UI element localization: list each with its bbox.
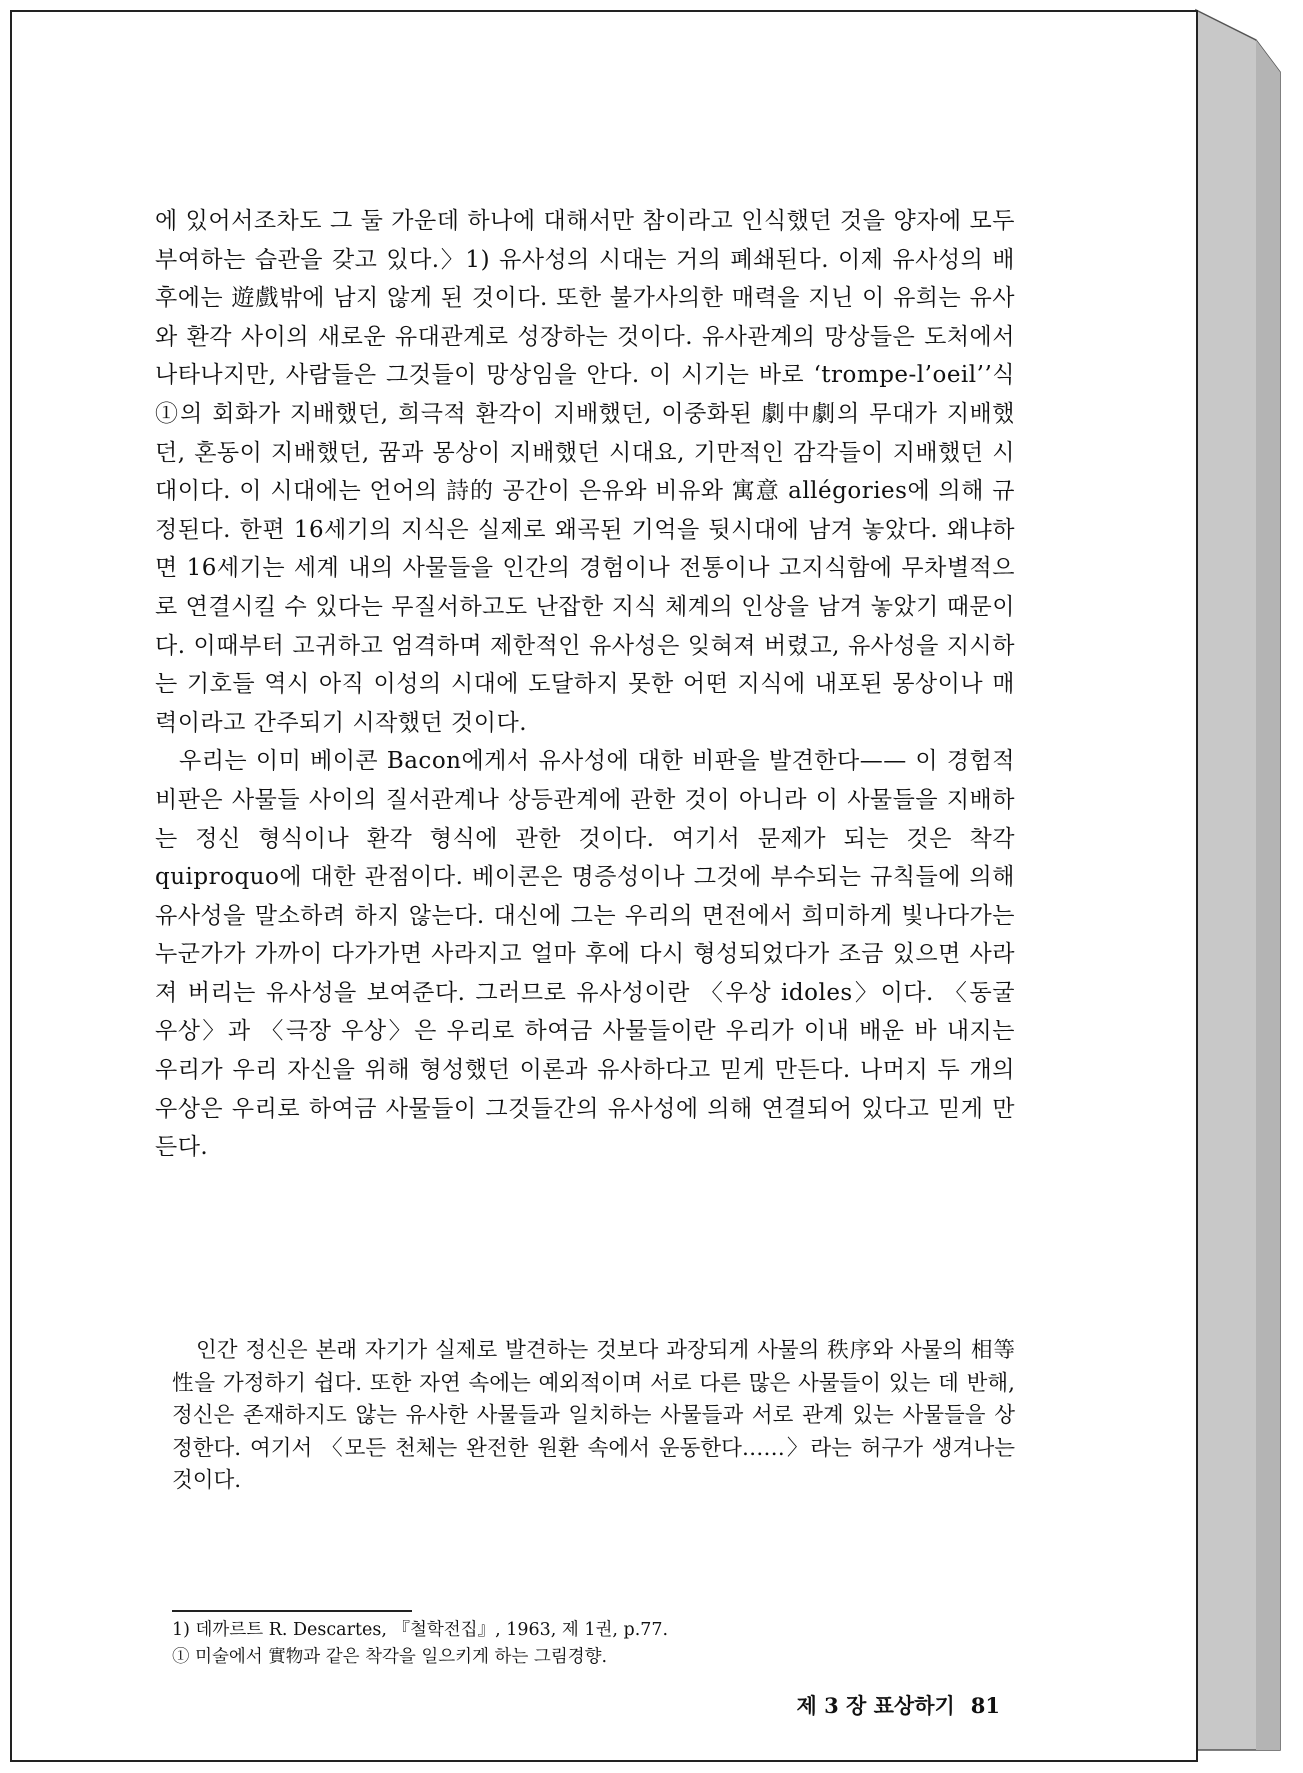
book-page [10, 10, 1198, 1762]
block-quote-text: 인간 정신은 본래 자기가 실제로 발견하는 것보다 과장되게 사물의 秩序와 사물의 相等性을 가정하기 쉽다. 또한 자연 속에는 예외적이며 서로 다른 많은 사물들이 있는 데 반해, 정신은 존재하지도 않는 유사한 사물들과 일치하는 사물들과 서로 관계 있는 사물들을 상정한다. 여기서 〈모든 천체는 완전한 원환 속에서 운동한다……〉라는 허구가 생겨나는 것이다. [172, 1338, 1015, 1493]
paragraph-2: 우리는 이미 베이콘 Bacon에게서 유사성에 대한 비판을 발견한다—— 이 경험적 비판은 사물들 사이의 질서관계나 상등관계에 관한 것이 아니라 이 사물들을 지배하는 정신 형식이나 환각 형식에 관한 것이다. 여기서 문제가 되는 것은 착각 quiproquo에 대한 관점이다. 베이콘은 명증성이나 그것에 부수되는 규칙들에 의해 유사성을 말소하려 하지 않는다. 대신에 그는 우리의 면전에서 희미하게 빛나다가는 누군가가 가까이 다가가면 사라지고 얼마 후에 다시 형성되었다가 조금 있으면 사라져 버리는 유사성을 보여준다. 그러므로 유사성이란 〈우상 idoles〉이다. 〈동굴 우상〉과 〈극장 우상〉은 우리로 하여금 사물들이란 우리가 이내 배운 바 내지는 우리가 우리 자신을 위해 형성했던 이론과 유사하다고 믿게 만든다. 나머지 두 개의 우상은 우리로 하여금 사물들이 그것들간의 유사성에 의해 연결되어 있다고 믿게 만든다. [155, 748, 1015, 1161]
footnote-1: 1) 데까르트 R. Descartes, 『철학전집』, 1963, 제 1권, p.77. [172, 1620, 669, 1640]
footnote-2: ① 미술에서 實物과 같은 착각을 일으키게 하는 그림경향. [172, 1647, 608, 1667]
page-number: 81 [970, 1693, 1000, 1718]
chapter-title: 제 3 장 표상하기 [796, 1693, 955, 1718]
footnotes [172, 1617, 1015, 1671]
block-quote [172, 1335, 1015, 1498]
book [10, 10, 1290, 1762]
body-text [155, 202, 1015, 1167]
book-edge-shape [1196, 10, 1290, 1762]
paragraph-1: 에 있어서조차도 그 둘 가운데 하나에 대해서만 참이라고 인식했던 것을 양자에 모두 부여하는 습관을 갖고 있다.〉1) 유사성의 시대는 거의 폐쇄된다. 이제 유사성의 배후에는 遊戲밖에 남지 않게 된 것이다. 또한 불가사의한 매력을 지닌 이 유희는 유사와 환각 사이의 새로운 유대관계로 성장하는 것이다. 유사관계의 망상들은 도처에서 나타나지만, 사람들은 그것들이 망상임을 안다. 이 시기는 바로 ‘trompe-l’oeil’’식①의 회화가 지배했던, 희극적 환각이 지배했던, 이중화된 劇中劇의 무대가 지배했던, 혼동이 지배했던, 꿈과 몽상이 지배했던 시대요, 기만적인 감각들이 지배했던 시대이다. 이 시대에는 언어의 詩的 공간이 은유와 비유와 寓意 allégories에 의해 규정된다. 한편 16세기의 지식은 실제로 왜곡된 기억을 뒷시대에 남겨 놓았다. 왜냐하면 16세기는 세계 내의 사물들을 인간의 경험이나 전통이나 고지식함에 무차별적으로 연결시킬 수 있다는 무질서하고도 난잡한 지식 체계의 인상을 남겨 놓았기 때문이다. 이때부터 고귀하고 엄격하며 제한적인 유사성은 잊혀져 버렸고, 유사성을 지시하는 기호들 역시 아직 이성의 시대에 도달하지 못한 어떤 지식에 내포된 몽상이나 매력이라고 간주되기 시작했던 것이다. [155, 208, 1015, 736]
page-footer [732, 1690, 1000, 1720]
footnote-divider [172, 1610, 412, 1612]
